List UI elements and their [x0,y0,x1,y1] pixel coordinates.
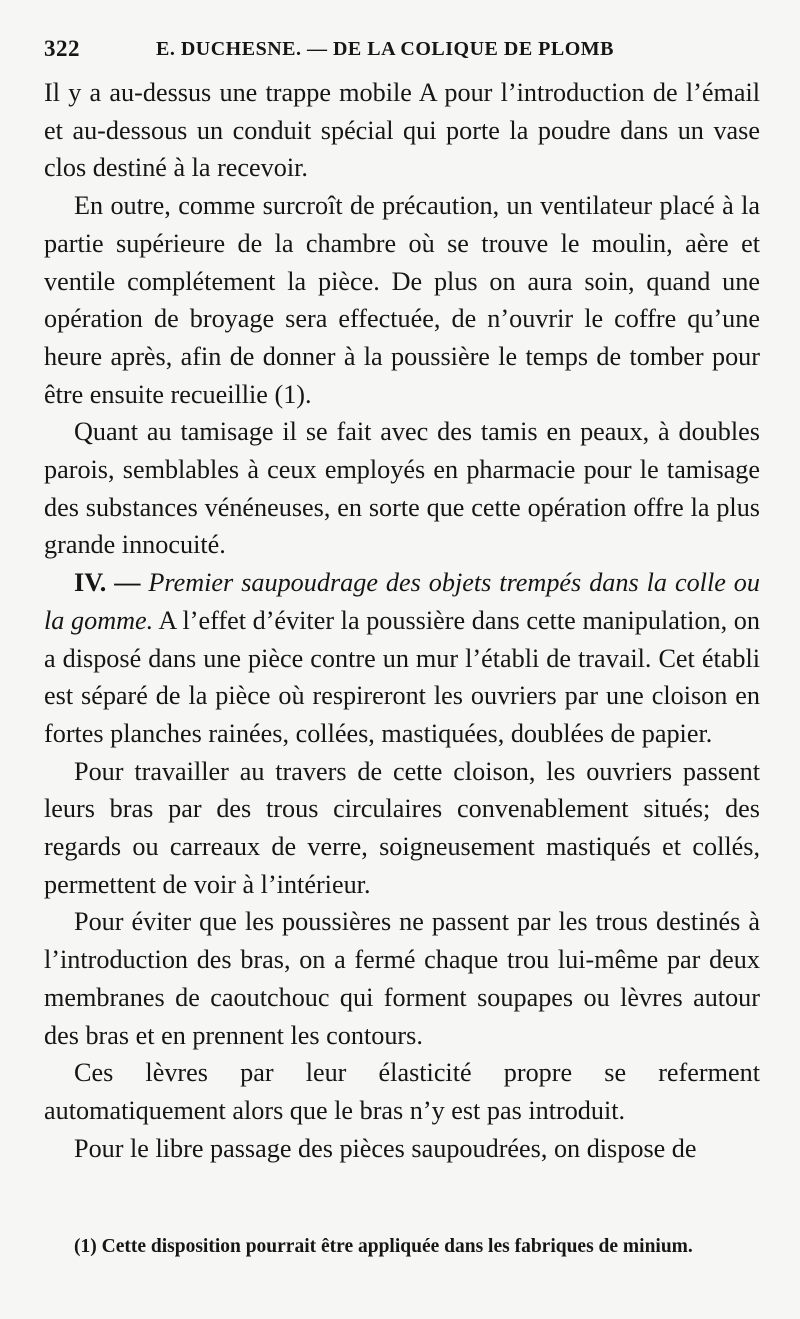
running-title: E. DUCHESNE. — DE LA COLIQUE DE PLOMB [156,38,615,60]
paragraph-1: Il y a au-dessus une trappe mobile A pour l’introduction de l’émail et au-dessous un conduit spécial qui porte la poudre dans un vase clos destiné à la recevoir. [44,78,760,183]
page-number: 322 [44,36,80,61]
paragraph-2 [44,187,760,413]
section-number: IV. — [74,568,141,598]
body-text [44,74,760,1167]
paragraph-5: Pour travailler au travers de cette cloison, les ouvriers passent leurs bras par des trous circulaires convenablement situés; des regards ou carreaux de verre, soigneusement mastiqués et collés, permettent de voir à l’intérieur. [44,756,760,899]
paragraph-8: Pour le libre passage des pièces saupoudrées, on dispose de [74,1133,697,1163]
section-4-paragraph [44,564,760,753]
paragraph-6: Pour éviter que les poussières ne passent par les trous destinés à l’introduction des bras, on a fermé chaque trou lui-même par deux membranes de caoutchouc qui forment soupapes ou lèvres autour des bras et en prennent les contours. [44,907,760,1050]
footnote [44,1232,760,1262]
footnote-text: Cette disposition pourrait être appliquée dans les fabriques de minium. [101,1236,693,1257]
paragraph-2-text: En outre, comme surcroît de précaution, un ventilateur placé à la partie supérieure de la chambre où se trouve le moulin, aère et ventile complétement la pièce. De plus on aura soin, quand une opération de broyage sera effectuée, de n’ouvrir le coffre qu’une heure après, afin de donner à la poussière le temps de tomber pour être ensuite recueillie [44,191,760,409]
running-head [44,36,760,66]
paragraph-7: Ces lèvres par leur élasticité propre se referment automatiquement alors que le bras n’y est pas introduit. [44,1058,760,1125]
section-title: Premier saupoudrage des objets trempés dans la colle ou la gomme. [44,568,760,635]
section-4-text: A l’effet d’éviter la poussière dans cette manipulation, on a disposé dans une pièce contre un mur l’établi de travail. Cet établi est séparé de la pièce où respireront les ouvriers par une cloison en fortes planches rainées, collées, mastiquées, doublées de papier. [44,605,760,748]
paragraph-3: Quant au tamisage il se fait avec des tamis en peaux, à doubles parois, semblables à ceux employés en pharmacie pour le tamisage des substances vénéneuses, en sorte que cette opération offre la plus grande innocuité. [44,417,760,560]
footnote-reference: (1). [274,379,312,409]
footnote-mark: (1) [74,1236,97,1257]
